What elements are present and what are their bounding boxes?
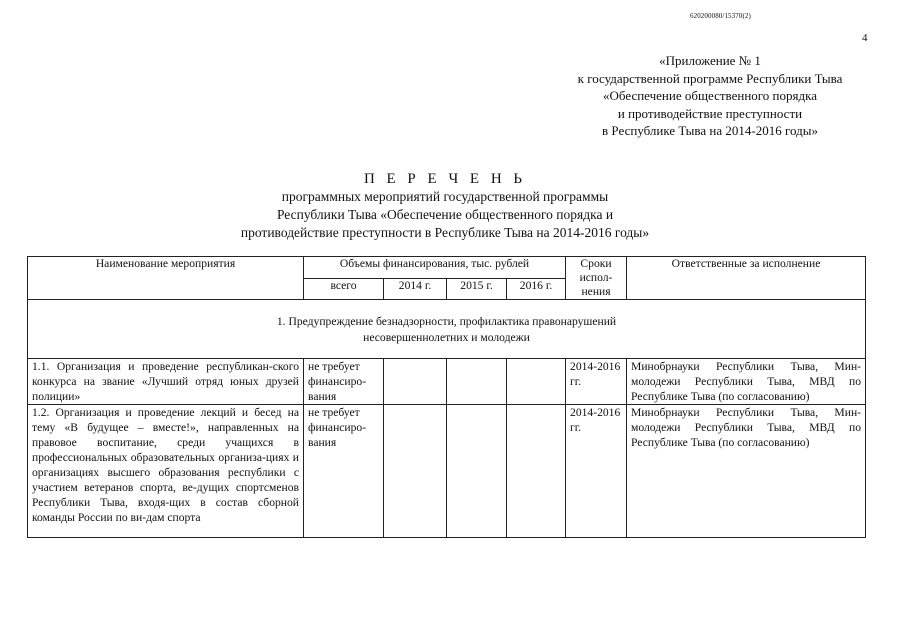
table-header-row [28, 257, 866, 279]
cell-2016 [507, 405, 566, 538]
header-funding: Объемы финансирования, тыс. рублей [304, 257, 566, 279]
appendix-line: «Приложение № 1 [659, 53, 761, 68]
header-2014: 2014 г. [384, 278, 447, 300]
document-number: 620200080/15370(2) [690, 12, 751, 20]
header-name: Наименование мероприятия [28, 257, 304, 300]
header-responsible: Ответственные за исполнение [627, 257, 866, 300]
document-subtitle-line: противодействие преступности в Республике Тыва на 2014-2016 годы» [240, 225, 650, 240]
cell-total: не требует финансиро-вания [304, 359, 384, 405]
document-subtitle-line: программных мероприятий государственной программы [281, 189, 609, 204]
document-title: П Е Р Е Ч Е Н Ь [363, 171, 527, 187]
measures-table [27, 256, 866, 538]
cell-2014 [384, 359, 447, 405]
header-total: всего [304, 278, 384, 300]
appendix-line: «Обеспечение общественного порядка [603, 88, 817, 103]
cell-measure-name: 1.1. Организация и проведение республикан-ского конкурса на звание «Лучший отряд юных друзей полиции» [28, 359, 304, 405]
section-title [28, 300, 866, 359]
cell-terms: 2014-2016 гг. [566, 405, 627, 538]
table-row [28, 359, 866, 405]
cell-responsible: Минобрнауки Республики Тыва, Мин-молодежи Республики Тыва, МВД по Республике Тыва (по согласованию) [627, 405, 866, 538]
cell-2014 [384, 405, 447, 538]
appendix-block [520, 52, 900, 140]
cell-terms: 2014-2016 гг. [566, 359, 627, 405]
cell-responsible: Минобрнауки Республики Тыва, Мин-молодежи Республики Тыва, МВД по Республике Тыва (по согласованию) [627, 359, 866, 405]
cell-total: не требует финансиро-вания [304, 405, 384, 538]
section-title-line: несовершеннолетних и молодежи [363, 331, 530, 344]
section-row [28, 300, 866, 359]
appendix-line: к государственной программе Республики Тыва [577, 70, 843, 86]
appendix-line: в Республике Тыва на 2014-2016 годы» [602, 123, 818, 138]
cell-2015 [447, 405, 507, 538]
cell-2015 [447, 359, 507, 405]
document-subtitle-line: Республики Тыва «Обеспечение общественного порядка и [276, 207, 614, 222]
document-heading [150, 170, 740, 242]
header-2015: 2015 г. [447, 278, 507, 300]
section-title-line: 1. Предупреждение безнадзорности, профилактика правонарушений [276, 315, 617, 328]
page-number: 4 [862, 32, 868, 44]
table-row [28, 405, 866, 538]
cell-measure-name: 1.2. Организация и проведение лекций и бесед на тему «В будущее – вместе!», направленных на правовое воспитание, среди учащихся в профессиональных образовательных организа-циях и организациях высшего образования республики с участием ветеранов спорта, ве-дущих спортсменов Республики Тыва, входя-щих в состав сборной команды России по ви-дам спорта [28, 405, 304, 538]
cell-2016 [507, 359, 566, 405]
header-2016: 2016 г. [507, 278, 566, 300]
header-terms: Сроки испол-нения [566, 257, 627, 300]
appendix-line: и противодействие преступности [617, 105, 803, 121]
